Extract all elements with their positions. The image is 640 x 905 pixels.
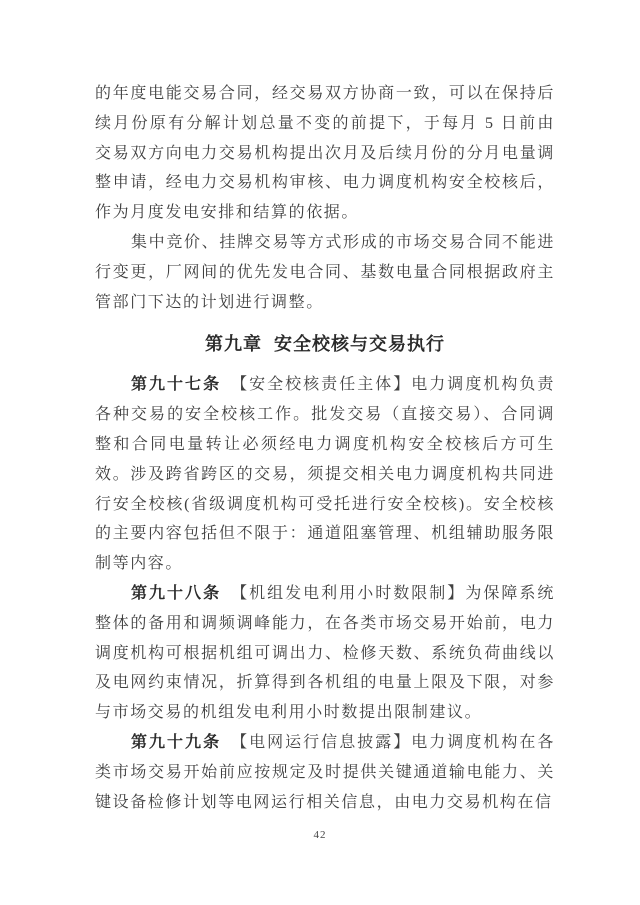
paragraph-continuation: 的年度电能交易合同，经交易双方协商一致，可以在保持后续月份原有分解计划总量不变的前提下，于每月 5 日前由交易双方向电力交易机构提出次月及后续月份的分月电量调整申请，经电力交易机构审核、电力调度机构安全校核后，作为月度发电安排和结算的依据。 xyxy=(95,85,555,222)
article-97-number: 第九十七条 xyxy=(131,376,222,394)
paragraph-contract-adjustment: 集中竞价、挂牌交易等方式形成的市场交易合同不能进行变更，厂网间的优先发电合同、基数电量合同根据政府主管部门下达的计划进行调整。 xyxy=(95,233,555,311)
article-98-number: 第九十八条 xyxy=(131,584,222,602)
article-99 xyxy=(95,728,555,817)
article-98 xyxy=(95,579,555,728)
chapter-heading: 第九章 安全校核与交易执行 xyxy=(205,334,445,355)
article-99-body: 电力调度机构在各类市场交易开始前应按规定及时提供关键通道输电能力、关键设备检修计划等电网运行相关信息，由电力交易机构在信 xyxy=(95,733,555,811)
article-98-body: 为保障系统整体的备用和调频调峰能力，在各类市场交易开始前，电力调度机构可根据机组可调出力、检修天数、系统负荷曲线以及电网约束情况，折算得到各机组的电量上限及下限，对参与市场交易的机组发电利用小时数提出限制建议。 xyxy=(95,584,555,722)
article-99-number: 第九十九条 xyxy=(131,733,222,751)
article-99-title: 【电网运行信息披露】 xyxy=(231,733,412,751)
article-97 xyxy=(95,370,555,579)
document-content xyxy=(95,79,555,817)
page-number: 42 xyxy=(313,829,327,841)
article-97-body: 电力调度机构负责各种交易的安全校核工作。批发交易（直接交易）、合同调整和合同电量转让必须经电力调度机构安全校核后方可生效。涉及跨省跨区的交易，须提交相关电力调度机构共同进行安全校核(省级调度机构可受托进行安全校核)。安全校核的主要内容包括但不限于：通道阻塞管理、机组辅助服务限制等内容。 xyxy=(95,376,555,573)
article-98-title: 【机组发电利用小时数限制】 xyxy=(231,584,466,602)
article-97-title: 【安全校核责任主体】 xyxy=(231,376,412,394)
